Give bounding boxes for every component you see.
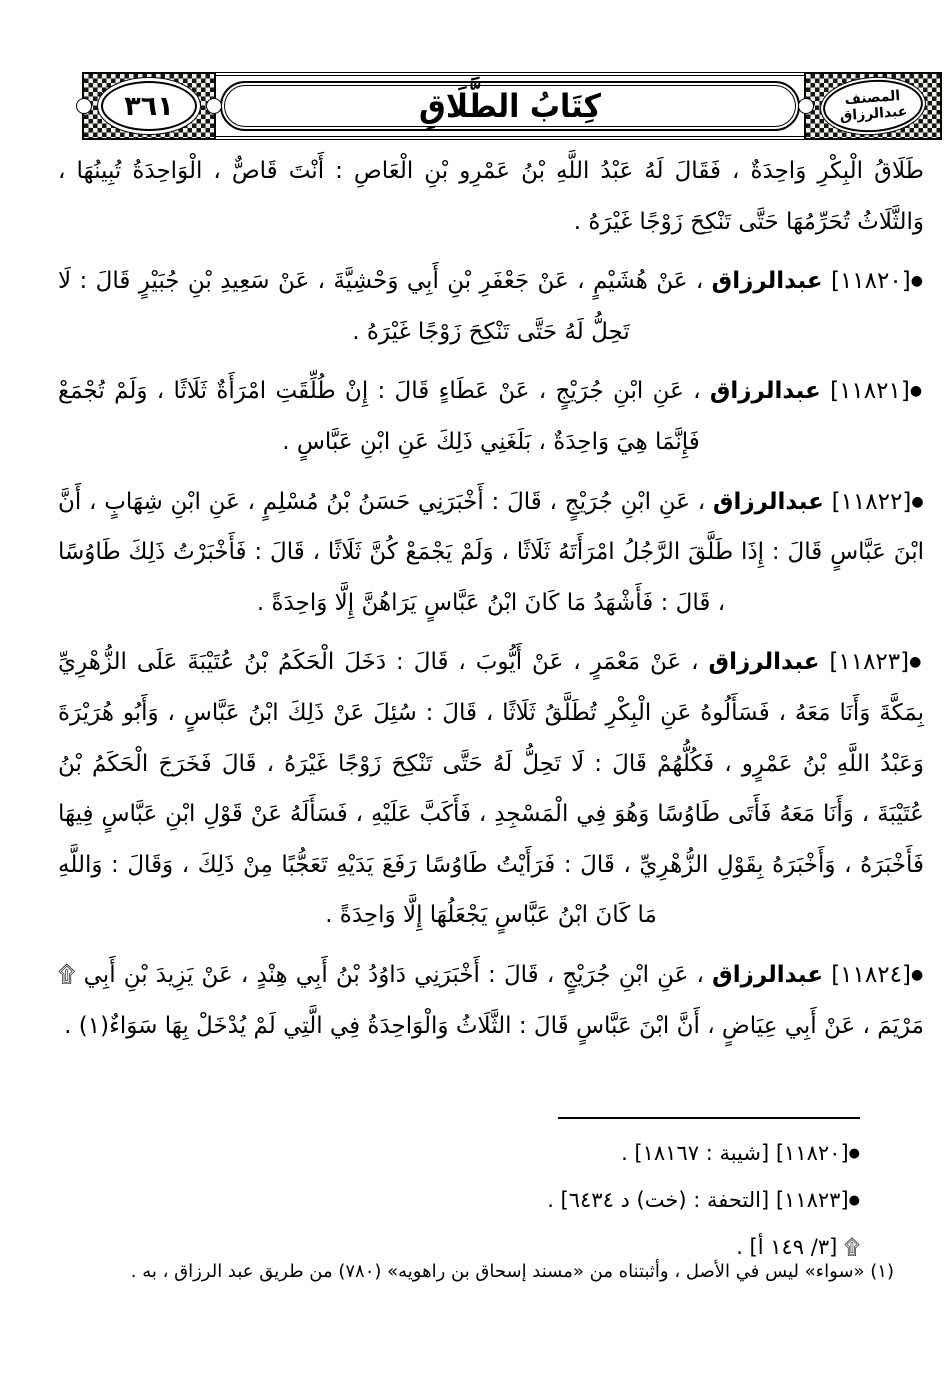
page-number: ٣٦١ (101, 81, 197, 131)
hadith-text: ، عَنِ ابْنِ جُرَيْجٍ ، قَالَ : أَخْبَرَنِي دَاوُدُ بْنُ أَبِي هِنْدٍ ، عَنْ يَزِيدَ بْنِ أَبِي ۩ مَرْيَمَ ، عَنْ أَبِي عِيَاضٍ ، أَنَّ ابْنَ عَبَّاسٍ قَالَ : الثَّلَاثُ وَالْوَاحِدَةُ فِي الَّتِي لَمْ يُدْخَلْ بِهَا سَوَاءٌ(١) . (58, 961, 924, 1039)
narrator-name: عبدالرزاق (712, 961, 824, 988)
bullet-icon: ● (910, 273, 925, 290)
header-band (82, 72, 942, 140)
footnote-references (60, 1130, 860, 1270)
ornament-bead-icon (206, 98, 222, 114)
footnote-ref-text: [١١٨٢٣] [التحفة : (خت) د ٦٤٣٤] . (547, 1187, 849, 1212)
footnote-ref (60, 1130, 860, 1177)
bullet-icon: ● (909, 654, 924, 671)
narrator-name: عبدالرزاق (708, 649, 820, 676)
footnote-ref (60, 1177, 860, 1224)
ornament-bead-icon (76, 98, 92, 114)
hadith-number: [١١٨٢١] (830, 378, 910, 405)
hadith-paragraph-11820 (58, 256, 924, 357)
hadith-text: ، عَنْ مَعْمَرٍ ، عَنْ أَيُّوبَ ، قَالَ : دَخَلَ الْحَكَمُ بْنُ عُتَيْبَةَ عَلَى الزُّهْرِيِّ بِمَكَّةَ وَأَنَا مَعَهُ ، فَسَأَلُوهُ عَنِ الْبِكْرِ تُطَلَّقُ ثَلَاثًا ، قَالَ : سُئِلَ عَنْ ذَلِكَ ابْنُ عَبَّاسٍ ، وَأَبُو هُرَيْرَةَ وَعَبْدُ اللَّهِ بْنُ عَمْرٍو ، فَكُلُّهُمْ قَالَ : لَا تَحِلُّ لَهُ حَتَّى تَنْكِحَ زَوْجًا غَيْرَهُ ، قَالَ فَخَرَجَ الْحَكَمُ بْنُ عُتَيْبَةَ ، وَأَنَا مَعَهُ فَأَتَى طَاوُسًا وَهُوَ فِي الْمَسْجِدِ ، فَأَكَبَّ عَلَيْهِ ، فَسَأَلَهُ عَنْ قَوْلِ ابْنِ عَبَّاسٍ فِيهَا فَأَخْبَرَهُ ، وَأَخْبَرَهُ بِقَوْلِ الزُّهْرِيِّ ، قَالَ : فَرَأَيْتُ طَاوُسًا رَفَعَ يَدَيْهِ تَعَجُّبًا مِنْ ذَلِكَ ، وَقَالَ : وَاللَّهِ مَا كَانَ ابْنُ عَبَّاسٍ يَجْعَلُهَا إِلَّا وَاحِدَةً . (58, 649, 924, 929)
bullet-icon: ● (910, 966, 924, 983)
narrator-name: عبدالرزاق (712, 488, 824, 515)
body-text (58, 146, 924, 1060)
narrator-name: عبدالرزاق (709, 378, 821, 405)
footnote-note: (١) «سواء» ليس في الأصل ، وأثبتناه من «مسند إسحاق بن راهويه» (٧٨٠) من طريق عبد الرزاق ، به . (130, 1261, 894, 1282)
hadith-number: [١١٨٢٠] (830, 268, 911, 295)
hadith-paragraph-11822 (58, 477, 924, 629)
chapter-title: كِتَابُ الطَّلَاقِ (419, 87, 601, 125)
header-cartouche (216, 72, 804, 140)
footnote-ref-text: [٣/ ١٤٩ أ] . (736, 1234, 838, 1259)
page-number-medallion (82, 72, 216, 140)
hadith-number: [١١٨٢٤] (831, 961, 911, 988)
bullet-icon: ● (848, 1146, 860, 1161)
book-badge-line2: عبدالرزاق (839, 103, 908, 125)
hadith-text: ، عَنِ ابْنِ جُرَيْجٍ ، عَنْ عَطَاءٍ قَالَ : إِنْ طُلِّقَتِ امْرَأَةٌ ثَلَاثًا ، وَلَمْ تُجْمَعْ فَإِنَّمَا هِيَ وَاحِدَةٌ ، بَلَغَنِي ذَلِكَ عَنِ ابْنِ عَبَّاسٍ . (58, 378, 701, 455)
cartouche-frame (220, 81, 800, 131)
hadith-number: [١١٨٢٣] (829, 649, 910, 676)
hadith-text: ، عَنْ هُشَيْمٍ ، عَنْ جَعْفَرِ بْنِ أَبِي وَحْشِيَّةَ ، عَنْ سَعِيدِ بْنِ جُبَيْرٍ قَالَ : لَا تَحِلُّ لَهُ حَتَّى تَنْكِحَ زَوْجًا غَيْرَهُ . (58, 268, 704, 345)
ornament-bead-icon (798, 98, 814, 114)
hadith-paragraph-11824 (58, 950, 924, 1051)
book-badge-line1: المصنف (844, 88, 901, 108)
intro-paragraph: طَلَاقُ الْبِكْرِ وَاحِدَةٌ ، فَقَالَ لَهُ عَبْدُ اللَّهِ بْنُ عَمْرِو بْنِ الْعَاصِ : أَنْتَ قَاصٌّ ، الْوَاحِدَةُ تُبِينُهَا ، وَالثَّلَاثُ تُحَرِّمُهَا حَتَّى تَنْكِحَ زَوْجًا غَيْرَهُ . (58, 158, 924, 235)
bullet-icon: ● (911, 493, 924, 510)
hadith-paragraph-11823 (58, 637, 924, 941)
bullet-icon: ● (848, 1192, 860, 1208)
footnote-ref-text: [١١٨٢٠] [شيبة : ١٨١٦٧] . (621, 1141, 849, 1165)
narrator-name: عبدالرزاق (711, 268, 823, 295)
hadith-number: [١١٨٢٢] (831, 488, 912, 515)
book-badge (804, 72, 942, 140)
book-badge-oval (821, 77, 924, 136)
folio-marker-icon: ۩ (844, 1234, 860, 1259)
hadith-paragraph-11821 (58, 366, 924, 467)
bullet-icon: ● (909, 383, 925, 400)
footnote-separator (558, 1117, 860, 1119)
hadith-text: ، عَنِ ابْنِ جُرَيْجٍ ، قَالَ : أَخْبَرَنِي حَسَنُ بْنُ مُسْلِمٍ ، عَنِ ابْنِ شِهَابٍ ، أَنَّ ابْنَ عَبَّاسٍ قَالَ : إِذَا طَلَّقَ الرَّجُلُ امْرَأَتَهُ ثَلَاثًا ، وَلَمْ يَجْمَعْ كُنَّ ثَلَاثًا ، قَالَ : فَأَخْبَرْتُ ذَلِكَ طَاوُسًا ، قَالَ : فَأَشْهَدُ مَا كَانَ ابْنُ عَبَّاسٍ يَرَاهُنَّ إِلَّا وَاحِدَةً . (58, 488, 924, 616)
